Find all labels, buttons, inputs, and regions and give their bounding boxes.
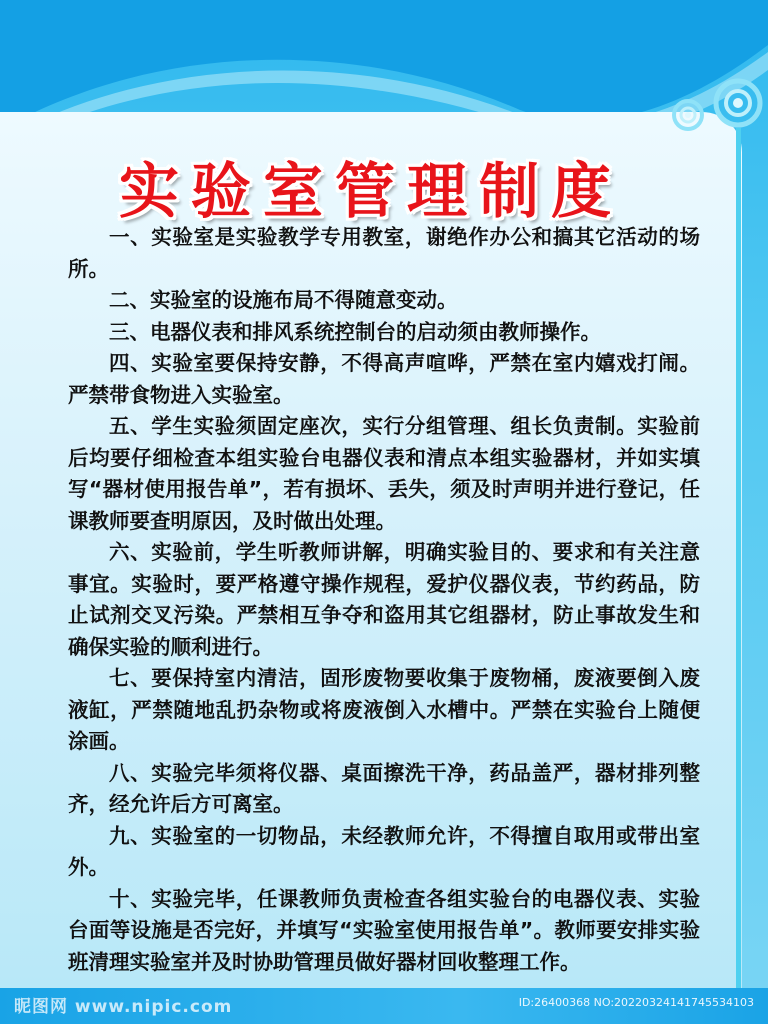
rule-item-4: 四、实验室要保持安静，不得高声喧哗，严禁在室内嬉戏打闹。严禁带食物进入实验室。 [68, 351, 700, 407]
rule-item-8: 八、实验完毕须将仪器、桌面擦洗干净，药品盖严，器材排列整齐，经允许后方可离室。 [68, 760, 700, 816]
decorative-vertical-bar [736, 128, 741, 988]
image-id-label: ID:26400368 NO:20220324141745534103 [518, 996, 754, 1009]
rules-list [68, 222, 700, 978]
rule-item-7: 七、要保持室内清洁，固形废物要收集于废物桶，废液要倒入废液缸，严禁随地乱扔杂物或将废液倒入水槽中。严禁在实验台上随便涂画。 [68, 666, 700, 753]
watermark-site: 昵图网 www.nipic.com [14, 997, 233, 1017]
rule-item-10: 十、实验完毕，任课教师负责检查各组实验台的电器仪表、实验台面等设施是否完好，并填写“实验室使用报告单”。教师要安排实验班清理实验室并及时协助管理员做好器材回收整理工作。 [68, 886, 700, 974]
rule-item-2: 二、实验室的设施布局不得随意变动。 [109, 288, 458, 312]
rule-item-3: 三、电器仪表和排风系统控制台的启动须由教师操作。 [109, 319, 601, 344]
page-title: 实验室管理制度 [119, 157, 623, 228]
rule-item-6: 六、实验前，学生听教师讲解，明确实验目的、要求和有关注意事宜。实验时，要严格遵守操作规程，爱护仪器仪表，节约药品，防止试剂交叉污染。严禁相互争夺和盗用其它组器材，防止事故发生和确保实验的顺利进行。 [68, 540, 700, 659]
rule-item-1: 一、实验室是实验教学专用教室，谢绝作办公和搞其它活动的场所。 [68, 225, 700, 281]
rule-item-9: 九、实验室的一切物品，未经教师允许，不得擅自取用或带出室外。 [68, 823, 700, 879]
rule-item-5: 五、学生实验须固定座次，实行分组管理、组长负责制。实验前后均要仔细检查本组实验台电器仪表和清点本组实验器材，并如实填写“器材使用报告单”，若有损坏、丢失，须及时声明并进行登记，任课教师要查明原因，及时做出处理。 [68, 414, 700, 533]
